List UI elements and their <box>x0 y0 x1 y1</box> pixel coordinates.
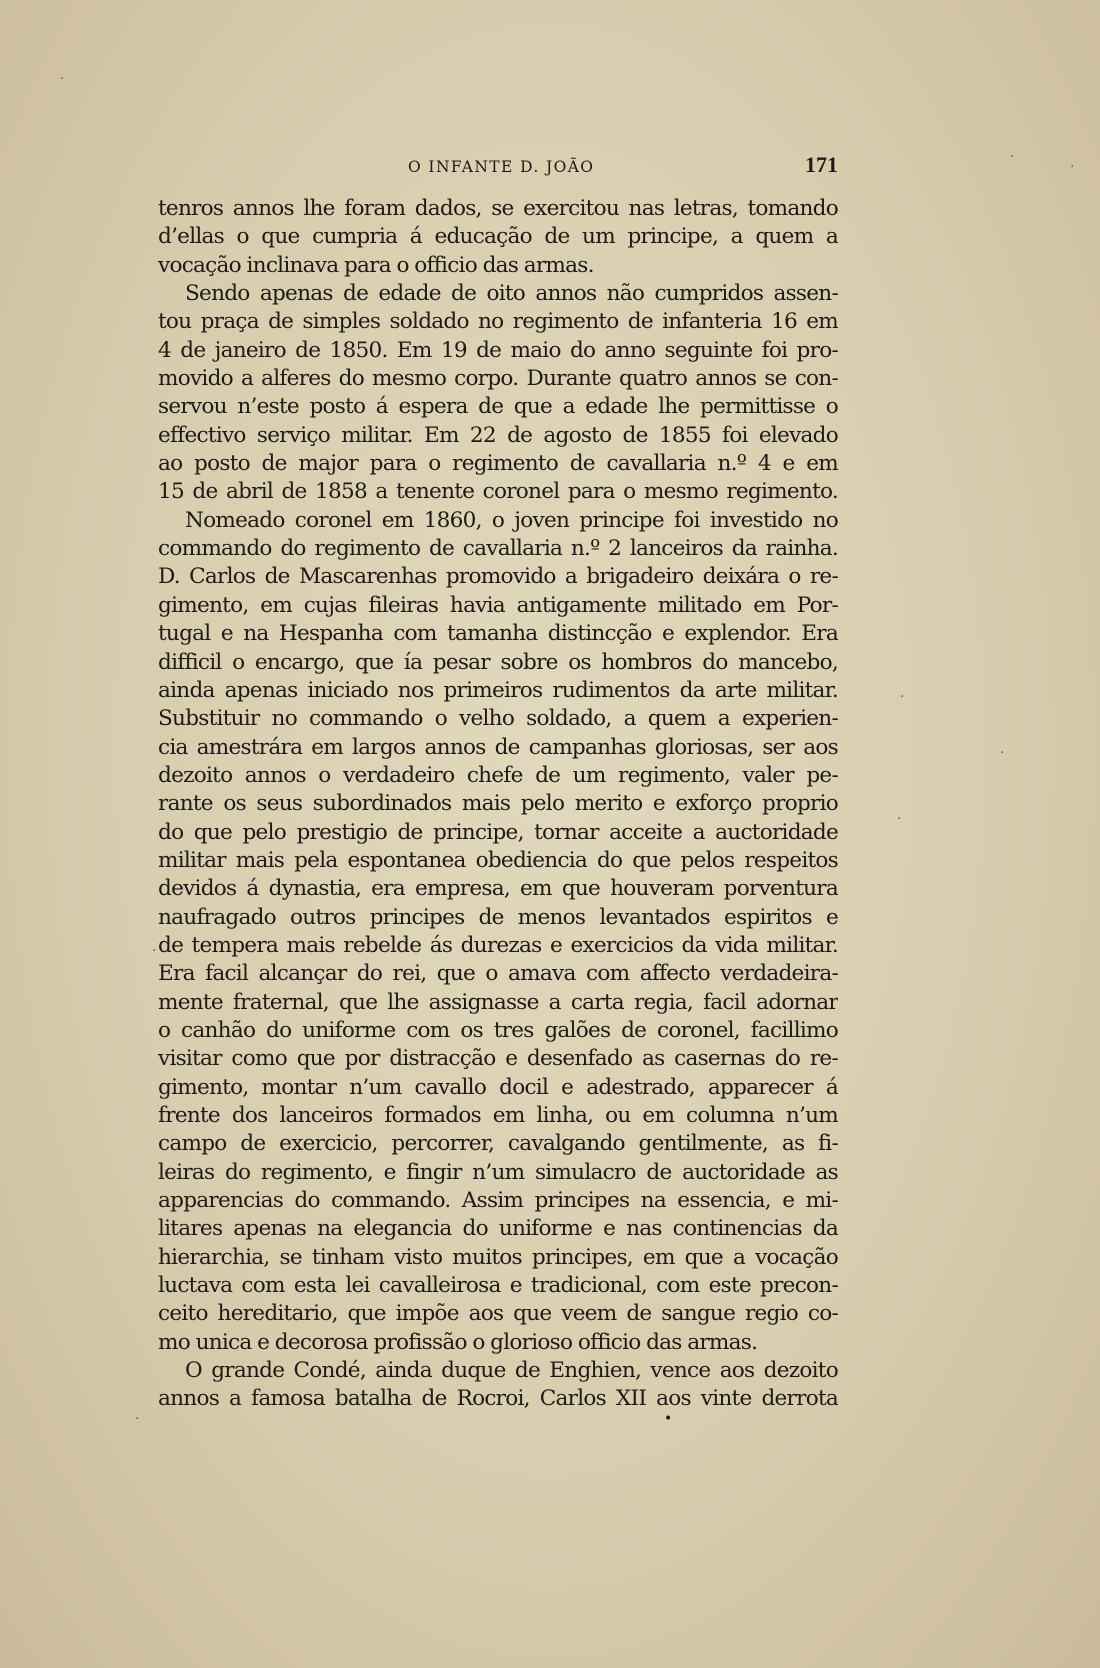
body-text <box>158 195 838 1414</box>
text-line: hierarchia, se tinham visto muitos principes, em que a vocação <box>158 1244 838 1270</box>
text-line: effectivo serviço militar. Em 22 de agosto de 1855 foi elevado <box>158 422 838 448</box>
text-line: movido a alferes do mesmo corpo. Durante quatro annos se con- <box>158 366 838 392</box>
text-line: servou n’este posto á espera de que a edade lhe permittisse o <box>158 394 838 420</box>
scan-speck: · <box>60 71 65 87</box>
text-line: annos a famosa batalha de Rocroi, Carlos XII aos vinte derrota <box>158 1386 838 1412</box>
text-line: luctava com esta lei cavalleirosa e tradicional, com este precon- <box>158 1273 838 1299</box>
text-line: mente fraternal, que lhe assignasse a carta regia, facil adornar <box>158 989 838 1015</box>
page-number: 171 <box>805 152 838 177</box>
text-line: rante os seus subordinados mais pelo merito e exforço proprio <box>158 791 838 817</box>
text-line: apparencias do commando. Assim principes na essencia, e mi- <box>158 1188 838 1214</box>
text-line: Sendo apenas de edade de oito annos não cumpridos assen- <box>185 281 838 307</box>
text-line: Era facil alcançar do rei, que o amava com affecto verdadeira- <box>158 961 838 987</box>
scan-speck: · <box>897 811 902 827</box>
text-line: cia amestrára em largos annos de campanhas gloriosas, ser aos <box>158 734 838 760</box>
signature-mark: • <box>664 1411 673 1427</box>
scan-speck: · <box>1010 149 1015 165</box>
text-line: o canhão do uniforme com os tres galões de coronel, facillimo <box>158 1017 838 1043</box>
scan-speck: · <box>900 689 905 705</box>
text-line: ceito hereditario, que impõe aos que veem de sangue regio co- <box>158 1301 838 1327</box>
page-header <box>158 152 838 182</box>
text-line: campo de exercicio, percorrer, cavalgando gentilmente, as fi- <box>158 1131 838 1157</box>
text-line: difficil o encargo, que ía pesar sobre os hombros do mancebo, <box>158 649 838 675</box>
scan-speck: · <box>1000 745 1005 761</box>
text-line: O grande Condé, ainda duque de Enghien, vence aos dezoito <box>185 1358 838 1384</box>
text-line: mo unica e decorosa profissão o glorioso officio das armas. <box>158 1329 758 1355</box>
text-line: gimento, montar n’um cavallo docil e adestrado, apparecer á <box>158 1074 838 1100</box>
scan-speck: · <box>135 1411 140 1427</box>
text-line: ao posto de major para o regimento de cavallaria n.º 4 e em <box>158 451 838 477</box>
text-line: devidos á dynastia, era empresa, em que houveram porventura <box>158 876 838 902</box>
text-line: 4 de janeiro de 1850. Em 19 de maio do anno seguinte foi pro- <box>158 337 838 363</box>
text-line: commando do regimento de cavallaria n.º 2 lanceiros da rainha. <box>158 536 838 562</box>
text-line: de tempera mais rebelde ás durezas e exercicios da vida militar. <box>158 932 838 958</box>
text-line: naufragado outros principes de menos levantados espiritos e <box>158 904 838 930</box>
text-line: 15 de abril de 1858 a tenente coronel para o mesmo regimento. <box>158 479 838 505</box>
text-line: vocação inclinava para o officio das armas. <box>158 252 594 278</box>
running-title: O INFANTE D. JOÃO <box>408 158 595 176</box>
text-line: visitar como que por distracção e desenfado as casernas do re- <box>158 1046 838 1072</box>
text-line: dezoito annos o verdadeiro chefe de um regimento, valer pe- <box>158 762 838 788</box>
text-line: frente dos lanceiros formados em linha, ou em columna n’um <box>158 1103 838 1128</box>
text-line: ainda apenas iniciado nos primeiros rudimentos da arte militar. <box>158 677 838 703</box>
text-line: d’ellas o que cumpria á educação de um principe, a quem a <box>158 224 838 250</box>
text-line: do que pelo prestigio de principe, tornar acceite a auctoridade <box>158 819 838 845</box>
scan-speck: · <box>1070 159 1075 175</box>
scan-speck: · <box>152 943 157 959</box>
text-line: tenros annos lhe foram dados, se exercitou nas letras, tomando <box>158 196 838 221</box>
text-line: D. Carlos de Mascarenhas promovido a brigadeiro deixára o re- <box>158 564 838 590</box>
text-line: leiras do regimento, e fingir n’um simulacro de auctoridade as <box>158 1159 838 1185</box>
text-line: Nomeado coronel em 1860, o joven principe foi investido no <box>185 507 838 533</box>
text-line: gimento, em cujas fileiras havia antigamente militado em Por- <box>158 592 838 618</box>
text-line: militar mais pela espontanea obediencia do que pelos respeitos <box>158 847 838 873</box>
text-line: Substituir no commando o velho soldado, a quem a experien- <box>158 706 838 732</box>
text-line: litares apenas na elegancia do uniforme e nas continencias da <box>158 1216 838 1242</box>
text-line: tou praça de simples soldado no regimento de infanteria 16 em <box>158 309 838 335</box>
text-line: tugal e na Hespanha com tamanha distincção e explendor. Era <box>158 621 838 647</box>
